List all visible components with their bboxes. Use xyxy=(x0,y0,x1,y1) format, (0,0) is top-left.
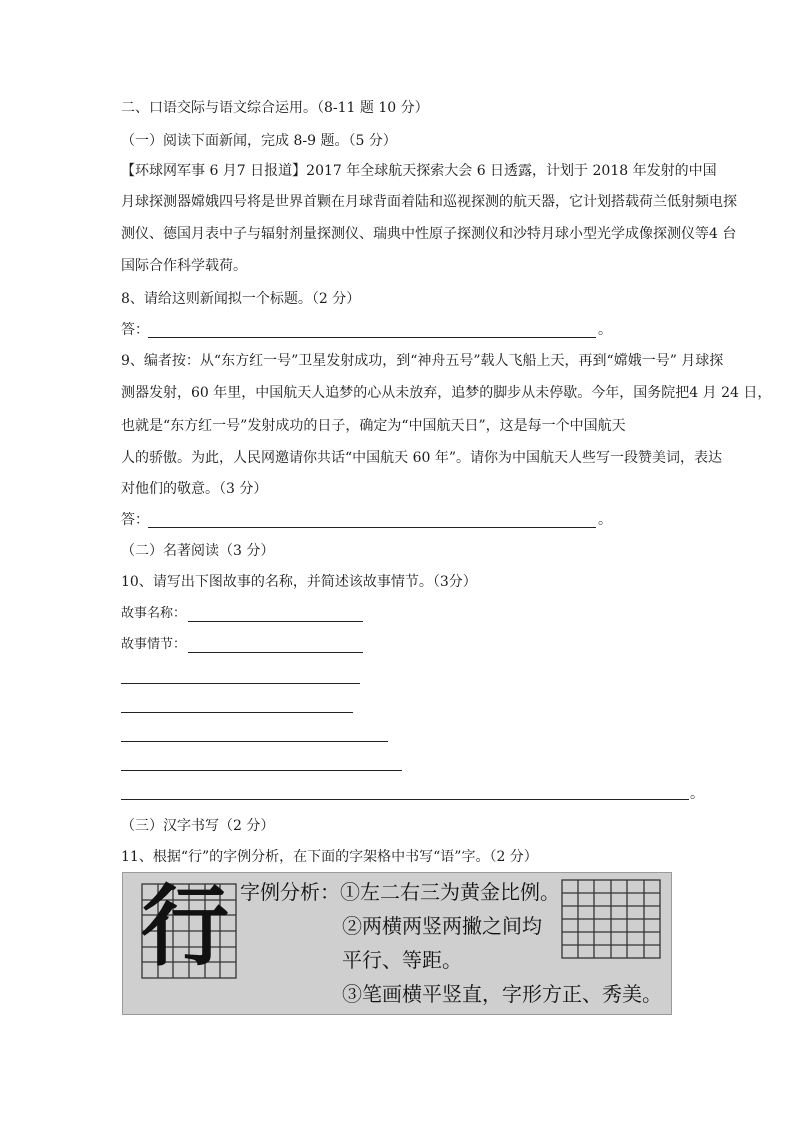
q9-line: 人的骄傲。为此，人民网邀请你共话“中国航天 60 年”。请你为中国航天人些写一段赞美词，表达 xyxy=(121,450,723,466)
story-plot-line[interactable] xyxy=(121,799,689,800)
story-plot-label: 故事情节： xyxy=(121,637,187,652)
news-line: 【环球网军事 6 月7 日报道】2017 年全球航天探索大会 6 日透露，计划于 2018 年发射的中国 xyxy=(121,163,717,179)
answer-period: 。 xyxy=(598,322,612,338)
example-character: 行 xyxy=(141,874,230,978)
question-10: 10、请写出下图故事的名称，并简述该故事情节。（3分） xyxy=(121,574,477,590)
question-8: 8、请给这则新闻拟一个标题。（2 分） xyxy=(121,291,361,307)
q9-line: 也就是“东方红一号”发射成功的日子，确定为“中国航天日”，这是每一个中国航天 xyxy=(121,418,626,434)
answer-period: 。 xyxy=(598,512,612,528)
question-11: 11、根据“行”的字例分析，在下面的字架格中书写“语”字。（2 分） xyxy=(121,849,538,865)
writing-char-grid[interactable] xyxy=(561,879,661,959)
answer-period: 。 xyxy=(690,786,704,802)
part2-title: （二）名著阅读（3 分） xyxy=(121,543,275,559)
story-plot-line[interactable] xyxy=(121,712,353,713)
part1-title: （一）阅读下面新闻，完成 8-9 题。（5 分） xyxy=(121,133,397,149)
news-line: 国际合作科学载荷。 xyxy=(121,258,247,274)
story-name-line[interactable] xyxy=(188,621,363,622)
analysis-line: ③笔画横平竖直，字形方正、秀美。 xyxy=(342,982,662,1006)
analysis-line: 平行、等距。 xyxy=(342,948,462,972)
story-name-label: 故事名称： xyxy=(121,606,187,621)
q9-line: 测器发射，60 年里，中国航天人追梦的心从未放弃，追梦的脚步从未停歇。今年，国务院把4 月 24 日， xyxy=(121,385,772,401)
answer-label: 答： xyxy=(121,322,149,338)
answer-9-line[interactable] xyxy=(148,527,596,528)
news-line: 测仪、德国月表中子与辐射剂量探测仪、瑞典中性原子探测仪和沙特月球小型光学成像探测仪等4 台 xyxy=(121,226,737,242)
section2-heading: 二、口语交际与语文综合运用。（8-11 题 10 分） xyxy=(121,100,429,116)
story-plot-line[interactable] xyxy=(121,741,388,742)
analysis-line: ②两横两竖两撇之间均 xyxy=(342,914,542,938)
q9-line: 对他们的敬意。（3 分） xyxy=(121,481,268,497)
answer-label: 答： xyxy=(121,512,149,528)
news-line: 月球探测器嫦娥四号将是世界首颗在月球背面着陆和巡视探测的航天器，它计划搭载荷兰低射频电探 xyxy=(121,194,737,210)
answer-8-line[interactable] xyxy=(148,337,596,338)
analysis-line: 字例分析：①左二右三为黄金比例。 xyxy=(240,880,560,904)
story-plot-line[interactable] xyxy=(121,683,360,684)
story-plot-line[interactable] xyxy=(188,652,363,653)
part3-title: （三）汉字书写（2 分） xyxy=(121,818,275,834)
q9-line: 9、编者按：从“东方红一号”卫星发射成功，到“神舟五号”载人飞船上天，再到“嫦娥一号” 月球探 xyxy=(121,353,724,369)
story-plot-line[interactable] xyxy=(121,770,402,771)
